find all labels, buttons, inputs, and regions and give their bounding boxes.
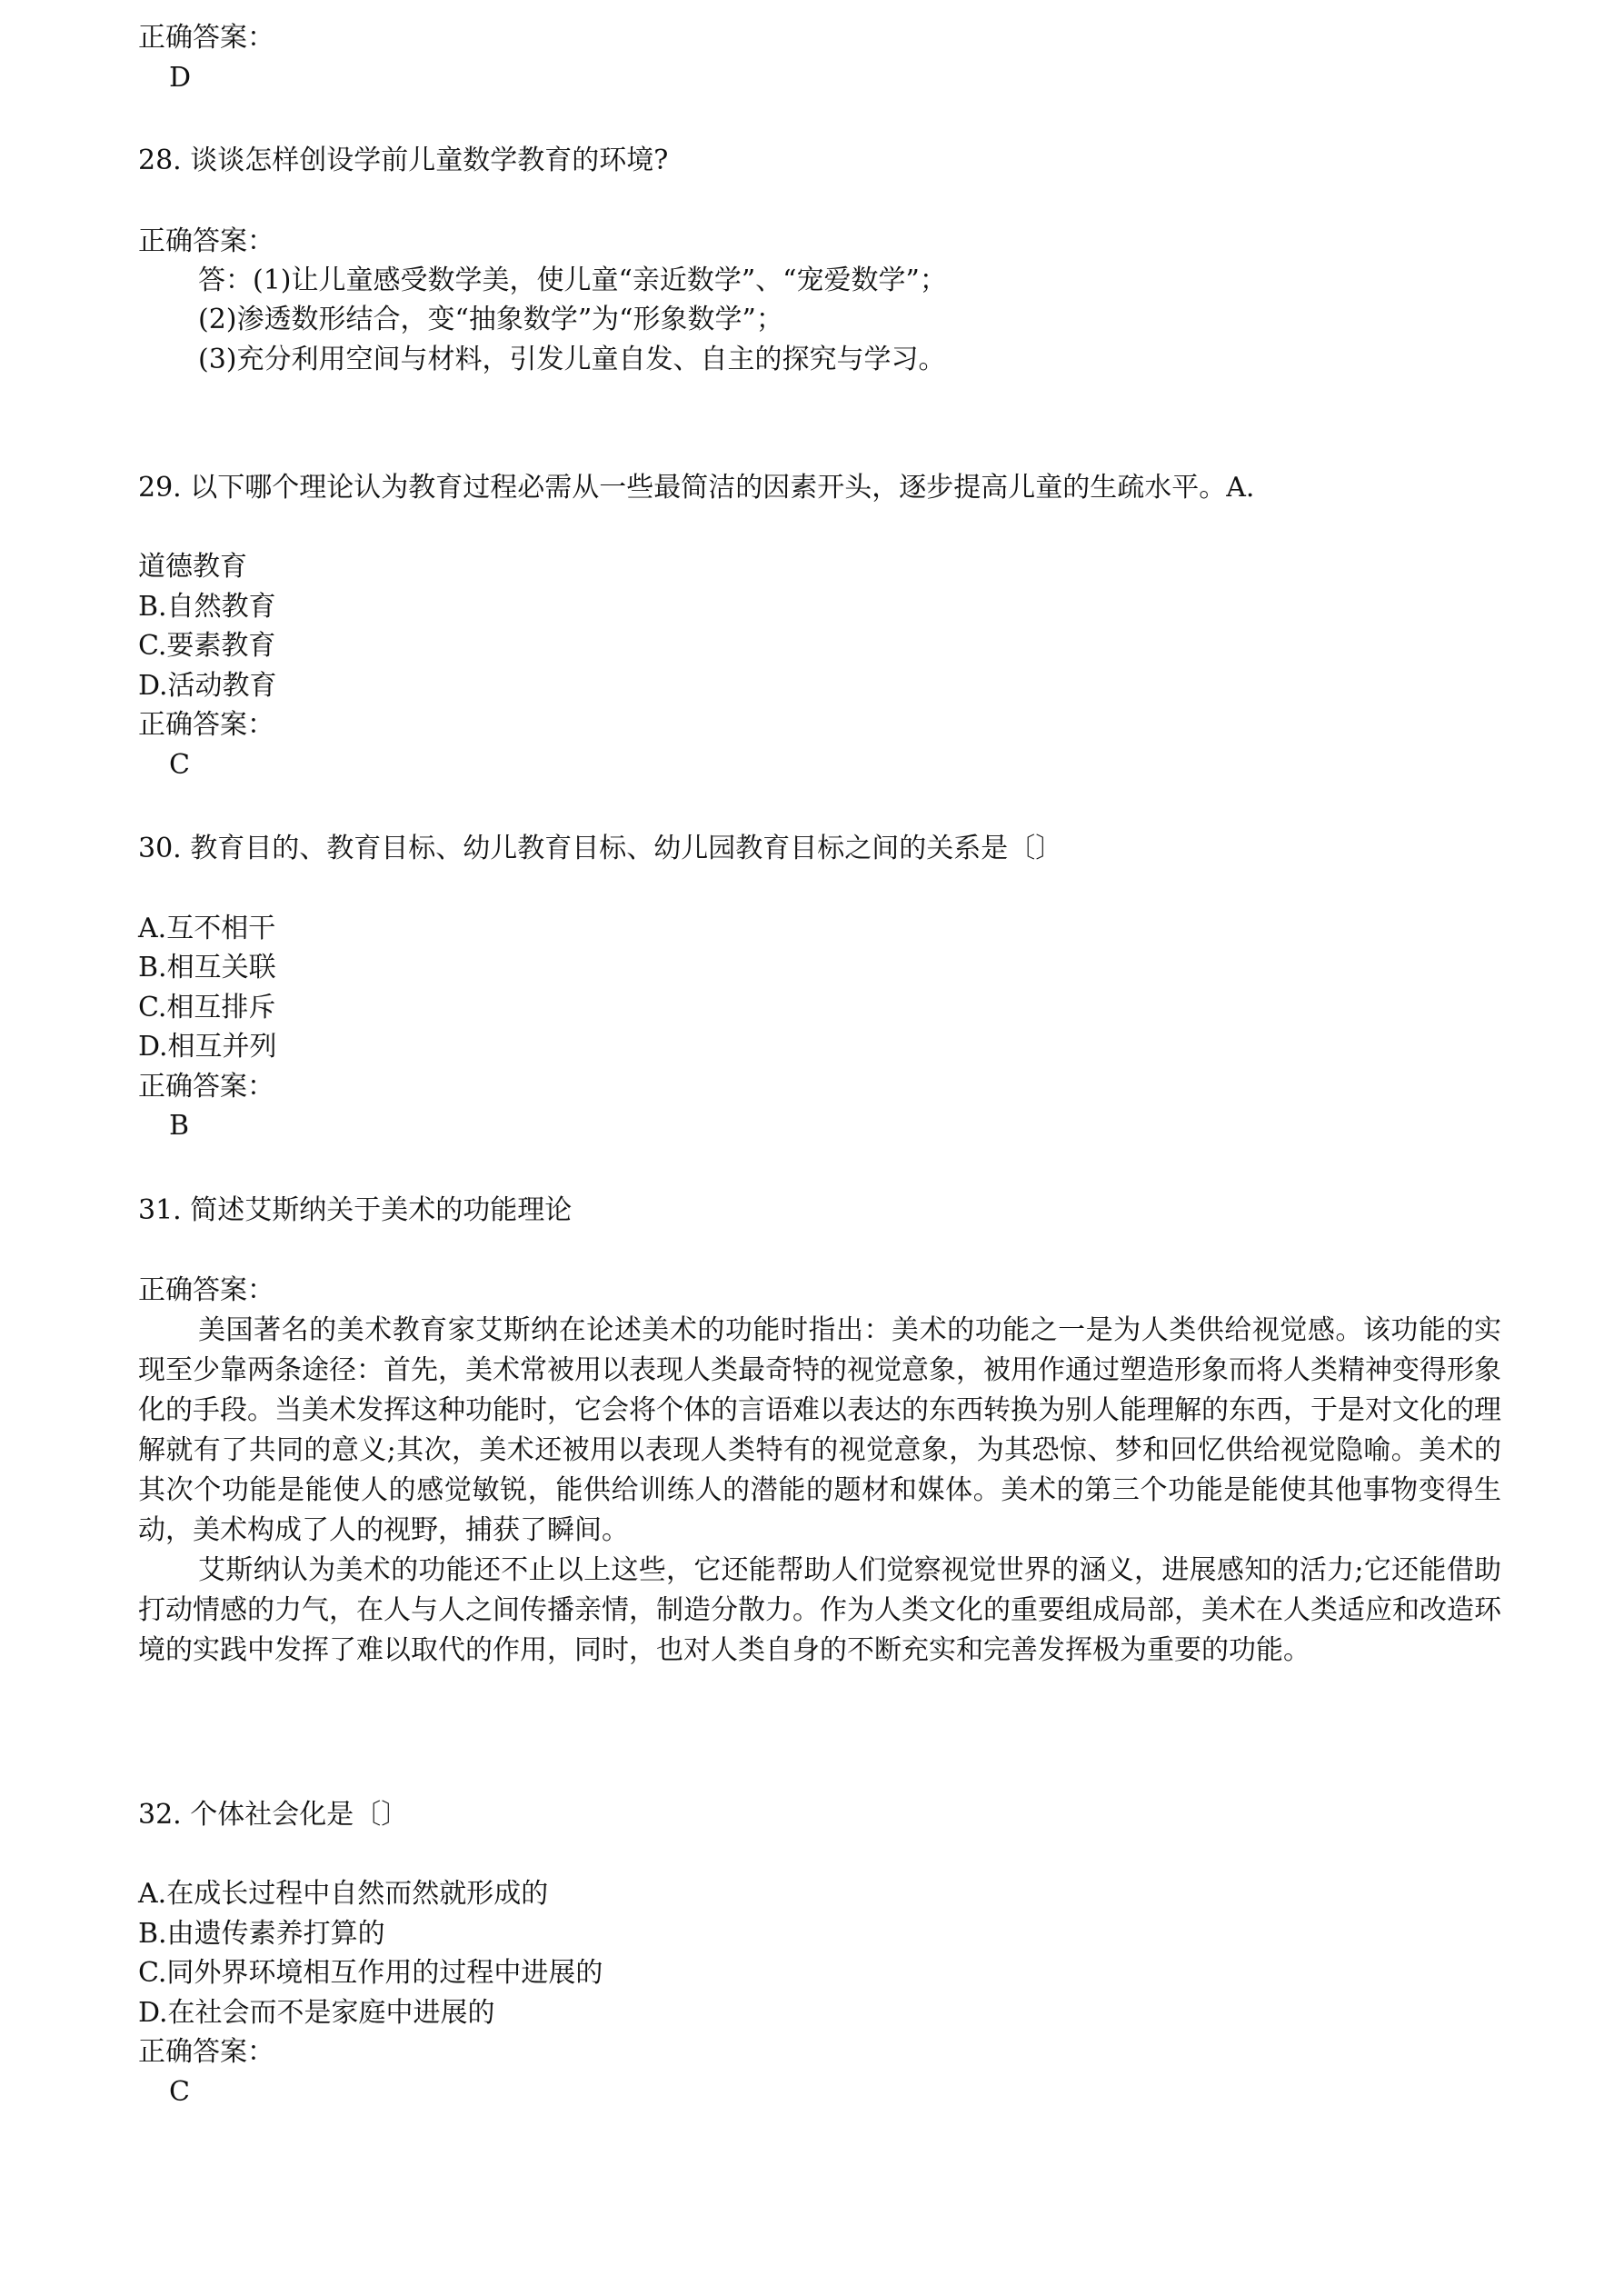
q30-option: B.相互关联 — [138, 952, 276, 983]
q30-question: 30. 教育目的、教育目标、幼儿教育目标、幼儿园教育目标之间的关系是〔〕 — [138, 833, 1063, 864]
q29-answer: C — [169, 749, 190, 781]
q30-option: D.相互并列 — [138, 1031, 277, 1063]
q29-option: 道德教育 — [138, 551, 247, 583]
q28-answer-line: (2)渗透数形结合，变“抽象数学”为“形象数学”； — [198, 304, 783, 335]
q29-option: B.自然教育 — [138, 591, 276, 623]
q32-answer: C — [169, 2076, 190, 2108]
q32-option: D.在社会而不是家庭中进展的 — [138, 1997, 495, 2029]
q32-answer-label: 正确答案： — [138, 2036, 274, 2068]
q32-option: B.由遗传素养打算的 — [138, 1918, 385, 1950]
q28-question: 28. 谈谈怎样创设学前儿童数学教育的环境? — [138, 145, 669, 176]
q28-answer-label: 正确答案： — [138, 225, 274, 257]
q31-question: 31. 简述艾斯纳关于美术的功能理论 — [138, 1194, 573, 1226]
q30-option: C.相互排斥 — [138, 992, 276, 1023]
q27-answer-label: 正确答案： — [138, 22, 274, 54]
q32-option: A.在成长过程中自然而然就形成的 — [138, 1878, 549, 1910]
q30-answer-label: 正确答案： — [138, 1071, 274, 1103]
q29-question: 29. 以下哪个理论认为教育过程必需从一些最简洁的因素开头，逐步提高儿童的生疏水平。A. — [138, 472, 1255, 504]
q29-option: D.活动教育 — [138, 670, 277, 702]
q32-option: C.同外界环境相互作用的过程中进展的 — [138, 1957, 603, 1989]
q30-answer: B — [169, 1110, 190, 1142]
q28-answer-line: (3)充分利用空间与材料，引发儿童自发、自主的探究与学习。 — [198, 344, 946, 375]
q27-answer: D — [169, 62, 192, 94]
q32-question: 32. 个体社会化是〔〕 — [138, 1799, 409, 1831]
q31-answer-label: 正确答案： — [138, 1274, 274, 1306]
q30-option: A.互不相干 — [138, 913, 276, 944]
q31-answer-paragraph: 艾斯纳认为美术的功能还不止以上这些，它还能帮助人们觉察视觉世界的涵义，进展感知的活力;它还能借助打动情感的力气，在人与人之间传播亲情，制造分散力。作为人类文化的重要组成局部，美术在人类适应和改造环境的实践中发挥了难以取代的作用，同时，也对人类自身的不断充实和完善发挥极为重要的功能。 — [138, 1554, 1501, 1666]
q29-option: C.要素教育 — [138, 630, 276, 662]
q28-answer-line: 答：(1)让儿童感受数学美，使儿童“亲近数学”、“宠爱数学”； — [198, 265, 947, 296]
q29-answer-label: 正确答案： — [138, 709, 274, 741]
q31-answer-paragraph: 美国著名的美术教育家艾斯纳在论述美术的功能时指出：美术的功能之一是为人类供给视觉感。该功能的实现至少靠两条途径：首先，美术常被用以表现人类最奇特的视觉意象，被用作通过塑造形象而将人类精神变得形象化的手段。当美术发挥这种功能时，它会将个体的言语难以表达的东西转换为别人能理解的东西，于是对文化的理解就有了共同的意义;其次，美术还被用以表现人类特有的视觉意象，为其恐惊、梦和回忆供给视觉隐喻。美术的其次个功能是能使人的感觉敏锐，能供给训练人的潜能的题材和媒体。美术的第三个功能是能使其他事物变得生动，美术构成了人的视野，捕获了瞬间。 — [138, 1314, 1501, 1546]
